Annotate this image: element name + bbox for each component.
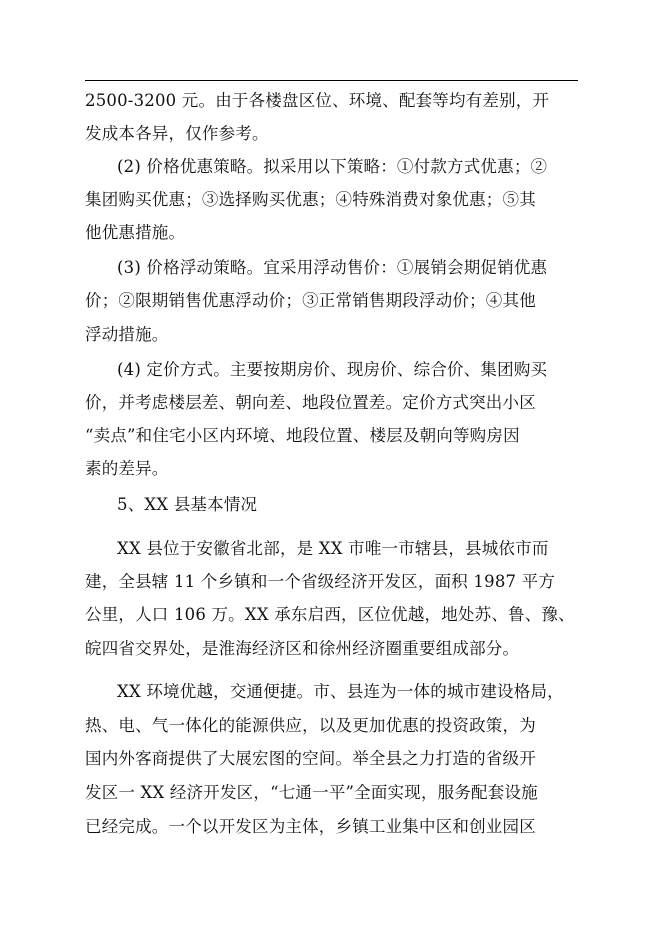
text-line: 浮动措施。 (85, 325, 169, 344)
text-line: XX 县位于安徽省北部，是 XX 市唯一市辖县，县城依市而 (117, 539, 549, 558)
text-line: XX 环境优越，交通便捷。市、县连为一体的城市建设格局， (117, 682, 564, 701)
text-line: 素的差异。 (85, 459, 169, 478)
text-line: (2) 价格优惠策略。拟采用以下策略：①付款方式优惠；② (117, 157, 548, 176)
header-rule (85, 80, 578, 81)
text-line: 价，并考虑楼层差、朝向差、地段位置差。定价方式突出小区 (85, 393, 536, 412)
text-line: 2500-3200 元。由于各楼盘区位、环境、配套等均有差别，开 (85, 91, 550, 110)
text-line: 建，全县辖 11 个乡镇和一个省级经济开发区，面积 1987 平方 (85, 572, 556, 591)
text-line: “卖点”和住宅小区内环境、地段位置、楼层及朝向等购房因 (85, 426, 520, 445)
text-line: 集团购买优惠；③选择购买优惠；④特殊消费对象优惠；⑤其 (85, 190, 536, 209)
section-heading: 5、XX 县基本情况 (117, 495, 258, 514)
text-line: 发成本各异，仅作参考。 (85, 124, 269, 143)
text-line: 热、电、气一体化的能源供应，以及更加优惠的投资政策，为 (85, 716, 536, 735)
text-line: 他优惠措施。 (85, 223, 186, 242)
text-line: 皖四省交界处，是淮海经济区和徐州经济圈重要组成部分。 (85, 639, 520, 658)
text-line: (4) 定价方式。主要按期房价、现房价、综合价、集团购买 (117, 360, 548, 379)
text-line: 发区一 XX 经济开发区，“七通一平”全面实现，服务配套设施 (85, 783, 538, 802)
text-line: 价；②限期销售优惠浮动价；③正常销售期段浮动价；④其他 (85, 291, 536, 310)
text-line: (3) 价格浮动策略。宜采用浮动售价：①展销会期促销优惠 (117, 258, 548, 277)
text-line: 公里，人口 106 万。XX 承东启西，区位优越，地处苏、鲁、豫、 (85, 605, 575, 624)
text-line: 已经完成。一个以开发区为主体，乡镇工业集中区和创业园区 (85, 817, 536, 836)
text-line: 国内外客商提供了大展宏图的空间。举全县之力打造的省级开 (85, 749, 536, 768)
